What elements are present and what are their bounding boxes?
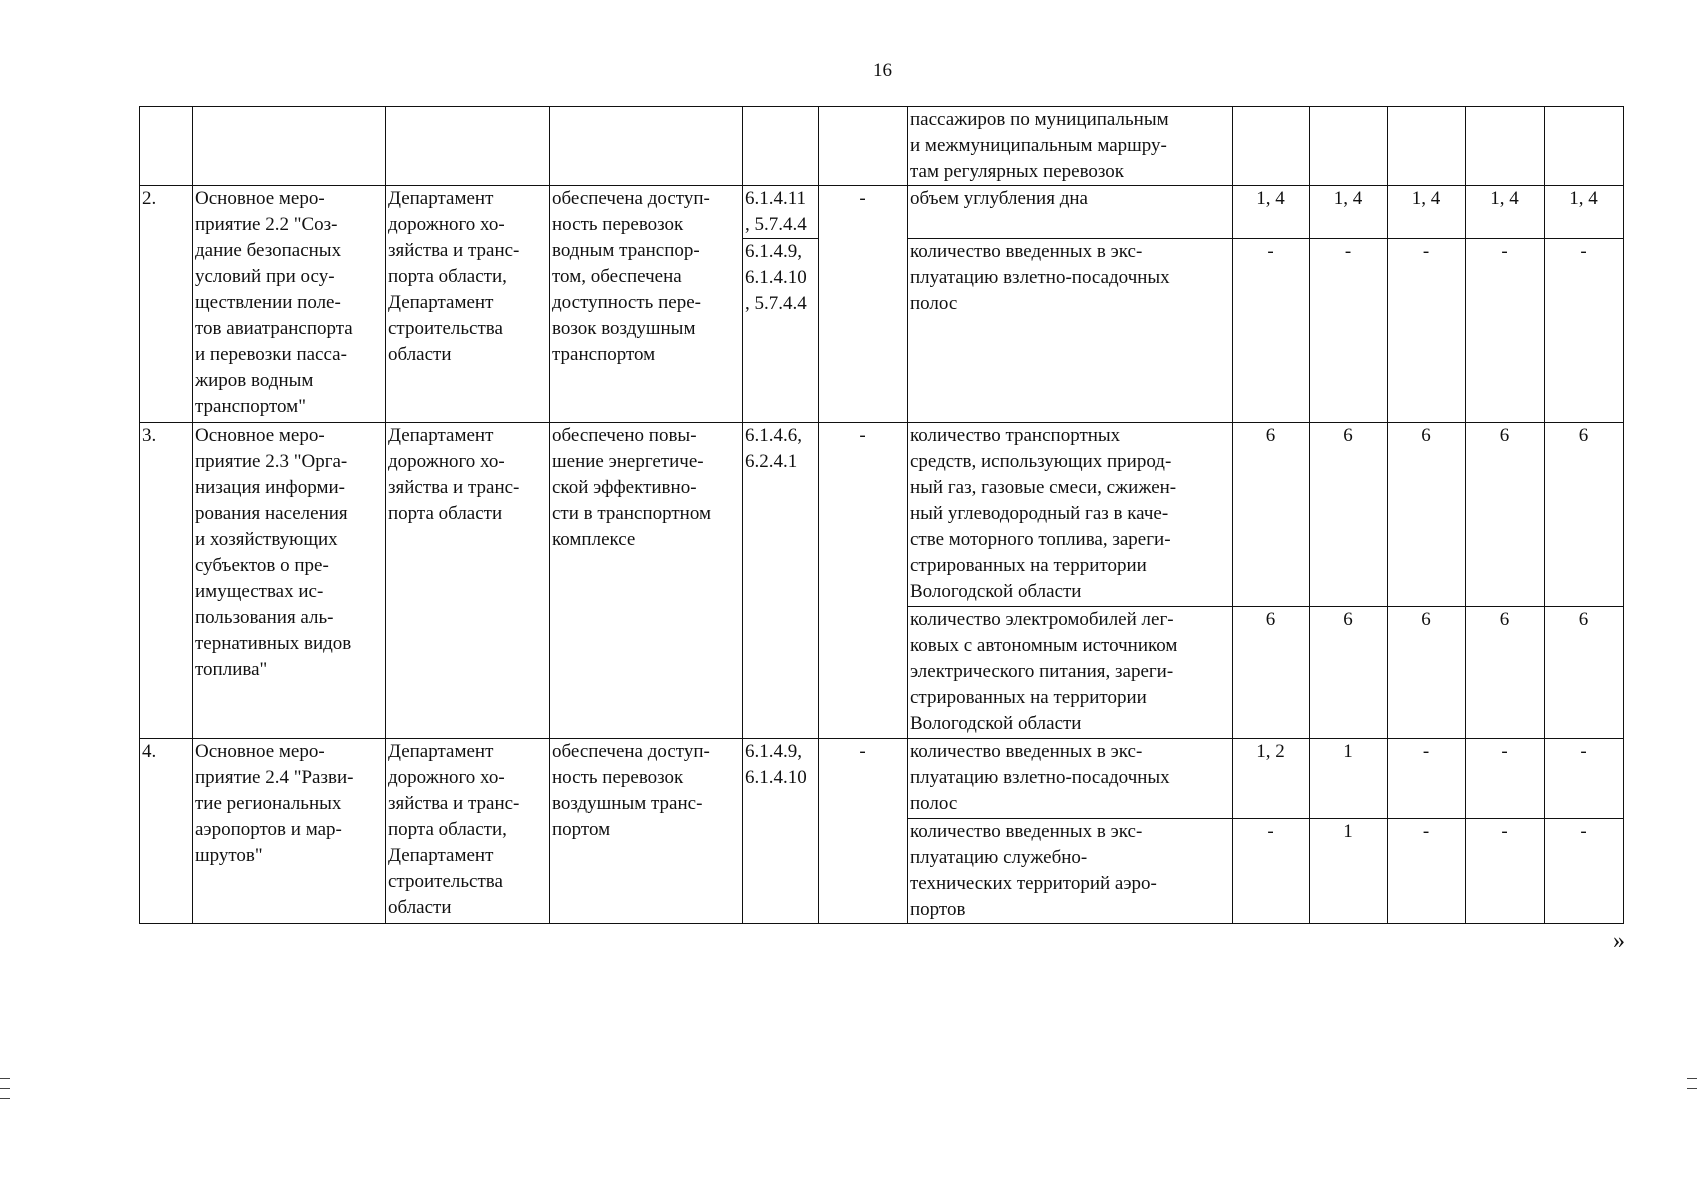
cell-executor [386,739,550,924]
cell-codes [743,107,819,186]
event-line: топлива" [195,659,268,680]
code-line: , 5.7.4.4 [745,293,807,314]
cell-value: 1, 4 [1233,186,1310,239]
cell-value: - [1388,739,1466,819]
cell-value: - [1388,819,1466,924]
event-line: тернативных видов [195,633,352,654]
cell-event [193,423,386,739]
scan-margin-mark [0,1098,10,1099]
indicator-line: там регулярных перевозок [910,161,1125,182]
result-line: ность перевозок [552,767,684,788]
event-line: Основное меро- [195,425,325,446]
executor-line: строительства [388,871,503,892]
cell-event [193,107,386,186]
result-line: сти в транспортном [552,503,711,524]
cell-value: 6 [1388,423,1466,607]
result-line: доступность пере- [552,292,701,313]
table-row [140,423,1624,607]
indicator-line: количество введенных в экс- [910,741,1143,762]
cell-value: - [1466,239,1545,423]
executor-line: Департамент [388,741,494,762]
indicator-line: портов [910,899,966,920]
event-line: и перевозки пасса- [195,344,347,365]
cell-value: 1, 4 [1310,186,1388,239]
executor-line: области [388,897,452,918]
cell-num: 4. [140,739,193,924]
cell-value [1310,107,1388,186]
cell-value: 6 [1466,607,1545,739]
cell-result [550,107,743,186]
program-events-table [139,106,1624,924]
indicator-line: пассажиров по муниципальным [910,109,1169,130]
scan-margin-mark [0,1088,10,1089]
executor-line: порта области [388,503,503,524]
executor-line: зяйства и транс- [388,477,520,498]
cell-value: 6 [1388,607,1466,739]
cell-dash [819,107,908,186]
event-line: низация информи- [195,477,345,498]
cell-event [193,186,386,423]
cell-value: 6 [1233,607,1310,739]
executor-line: Департамент [388,425,494,446]
result-line: шение энергетиче- [552,451,704,472]
result-line: обеспечена доступ- [552,188,710,209]
cell-result [550,739,743,924]
cell-value: - [1233,239,1310,423]
event-line: приятие 2.3 "Орга- [195,451,348,472]
result-line: обеспечена доступ- [552,741,710,762]
cell-value: - [1545,819,1624,924]
page-number: 16 [873,60,892,81]
scan-margin-mark [1687,1088,1697,1089]
cell-value: 6 [1233,423,1310,607]
executor-line: зяйства и транс- [388,240,520,261]
scan-margin-mark [0,1078,10,1079]
cell-value: 6 [1466,423,1545,607]
cell-executor [386,423,550,739]
cell-indicator [908,186,1233,239]
event-line: рования населения [195,503,348,524]
cell-value: 6 [1310,423,1388,607]
event-line: ществлении поле- [195,292,341,313]
cell-value [1466,107,1545,186]
code-line: 6.1.4.11 [745,188,807,209]
indicator-line: технических территорий аэро- [910,873,1157,894]
cell-value: - [1310,239,1388,423]
executor-line: дорожного хо- [388,214,505,235]
indicator-line: полос [910,793,958,814]
cell-value: 6 [1545,423,1624,607]
event-line: условий при осу- [195,266,335,287]
executor-line: Департамент [388,845,494,866]
indicator-line: ковых с автономным источником [910,635,1178,656]
cell-codes [743,739,819,924]
result-line: комплексе [552,529,636,550]
event-line: транспортом" [195,396,306,417]
event-line: тов авиатранспорта [195,318,353,339]
event-line: тие региональных [195,793,342,814]
indicator-line: ный углеводородный газ в каче- [910,503,1169,524]
cell-codes [743,239,819,423]
cell-codes [743,186,819,239]
cell-num [140,107,193,186]
cell-indicator [908,819,1233,924]
executor-line: строительства [388,318,503,339]
cell-codes [743,423,819,739]
indicator-line: количество введенных в экс- [910,241,1143,262]
cell-indicator [908,739,1233,819]
executor-line: порта области, [388,819,507,840]
executor-line: Департамент [388,188,494,209]
result-line: обеспечено повы- [552,425,697,446]
cell-num: 2. [140,186,193,423]
cell-event [193,739,386,924]
code-line: 6.2.4.1 [745,451,798,472]
code-line: 6.1.4.10 [745,767,807,788]
indicator-line: Вологодской области [910,713,1082,734]
event-line: приятие 2.4 "Разви- [195,767,354,788]
indicator-line: плуатацию взлетно-посадочных [910,767,1170,788]
cell-value: - [1388,239,1466,423]
cell-executor [386,186,550,423]
indicator-line: стрированных на территории [910,555,1147,576]
event-line: дание безопасных [195,240,342,261]
cell-value: 1, 4 [1466,186,1545,239]
indicator-line: количество транспортных [910,425,1121,446]
executor-line: дорожного хо- [388,767,505,788]
code-line: 6.1.4.6, [745,425,802,446]
result-line: портом [552,819,611,840]
cell-value: 1, 4 [1545,186,1624,239]
indicator-line: ный газ, газовые смеси, сжижен- [910,477,1177,498]
indicator-line: средств, использующих природ- [910,451,1172,472]
table-row [140,739,1624,819]
cell-indicator [908,107,1233,186]
result-line: ность перевозок [552,214,684,235]
indicator-line: стрированных на территории [910,687,1147,708]
table-row [140,186,1624,239]
result-line: возок воздушным [552,318,696,339]
cell-result [550,423,743,739]
cell-dash: - [819,423,908,739]
scan-margin-mark [1687,1078,1697,1079]
event-line: Основное меро- [195,741,325,762]
indicator-line: полос [910,293,958,314]
event-line: субъектов о пре- [195,555,329,576]
cell-indicator [908,607,1233,739]
indicator-line: Вологодской области [910,581,1082,602]
cell-value: - [1466,819,1545,924]
cell-value: 1 [1310,739,1388,819]
cell-value: 6 [1310,607,1388,739]
cell-indicator [908,423,1233,607]
code-line: , 5.7.4.4 [745,214,807,235]
event-line: шрутов" [195,845,263,866]
indicator-line: объем углубления дна [910,188,1088,209]
indicator-line: плуатацию служебно- [910,847,1088,868]
cell-dash: - [819,739,908,924]
cell-result [550,186,743,423]
indicator-line: количество электромобилей лег- [910,609,1174,630]
code-line: 6.1.4.9, [745,241,802,262]
result-line: транспортом [552,344,656,365]
cell-value [1233,107,1310,186]
result-line: водным транспор- [552,240,700,261]
result-line: том, обеспечена [552,266,682,287]
executor-line: Департамент [388,292,494,313]
event-line: пользования аль- [195,607,334,628]
result-line: воздушным транс- [552,793,703,814]
executor-line: зяйства и транс- [388,793,520,814]
executor-line: дорожного хо- [388,451,505,472]
indicator-line: стве моторного топлива, зареги- [910,529,1171,550]
cell-value [1388,107,1466,186]
event-line: и хозяйствующих [195,529,338,550]
cell-num: 3. [140,423,193,739]
cell-value: 1, 2 [1233,739,1310,819]
event-line: аэропортов и мар- [195,819,342,840]
cell-dash: - [819,186,908,423]
result-line: ской эффективно- [552,477,697,498]
code-line: 6.1.4.10 [745,267,807,288]
table-row-continuation [140,107,1624,186]
event-line: приятие 2.2 "Соз- [195,214,338,235]
event-line: имуществах ис- [195,581,324,602]
indicator-line: плуатацию взлетно-посадочных [910,267,1170,288]
cell-value: - [1545,739,1624,819]
event-line: Основное меро- [195,188,325,209]
indicator-line: и межмуниципальным маршру- [910,135,1167,156]
indicator-line: количество введенных в экс- [910,821,1143,842]
executor-line: области [388,344,452,365]
cell-value: 6 [1545,607,1624,739]
cell-value: - [1466,739,1545,819]
code-line: 6.1.4.9, [745,741,802,762]
executor-line: порта области, [388,266,507,287]
indicator-line: электрического питания, зареги- [910,661,1174,682]
cell-value [1545,107,1624,186]
cell-value: 1 [1310,819,1388,924]
cell-value: - [1545,239,1624,423]
cell-value: - [1233,819,1310,924]
cell-value: 1, 4 [1388,186,1466,239]
cell-indicator [908,239,1233,423]
closing-quote: » [1613,928,1625,954]
event-line: жиров водным [195,370,314,391]
cell-executor [386,107,550,186]
